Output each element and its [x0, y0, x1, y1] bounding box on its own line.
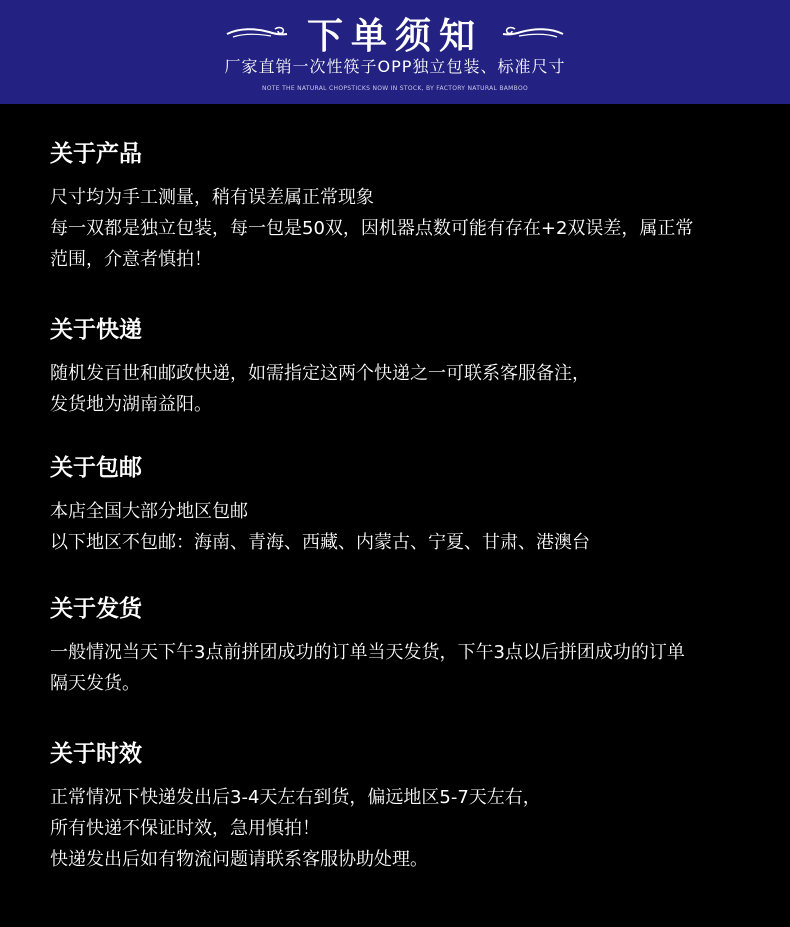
section-line: 一般情况当天下午3点前拼团成功的订单当天发货，下午3点以后拼团成功的订单 [50, 642, 685, 663]
section-line: 尺寸均为手工测量，稍有误差属正常现象 [50, 187, 374, 208]
section-heading: 关于时效 [50, 741, 142, 767]
section-line: 所有快递不保证时效，急用慎拍！ [50, 818, 320, 839]
flourish-right-icon [501, 23, 565, 43]
section-free-shipping [50, 453, 762, 558]
section-line: 本店全国大部分地区包邮 [50, 501, 248, 522]
section-heading: 关于包邮 [50, 455, 142, 481]
section-heading: 关于发货 [50, 596, 142, 622]
section-heading: 关于产品 [50, 141, 142, 167]
section-delivery [50, 594, 762, 699]
section-line: 范围，介意者慎拍！ [50, 249, 212, 270]
header-banner [0, 0, 790, 104]
page-subtitle: 厂家直销一次性筷子OPP独立包装、标准尺寸 [224, 57, 566, 76]
section-body [50, 637, 762, 699]
page-title: 下单须知 [306, 15, 483, 57]
section-express [50, 315, 762, 420]
section-body [50, 358, 762, 420]
section-line: 发货地为湖南益阳。 [50, 394, 212, 415]
section-line: 每一双都是独立包装，每一包是50双，因机器点数可能有存在+2双误差，属正常 [50, 218, 694, 239]
section-body [50, 182, 762, 275]
flourish-left-icon [225, 23, 289, 43]
section-line: 快递发出后如有物流问题请联系客服协助处理。 [50, 849, 428, 870]
tiny-caption: NOTE THE NATURAL CHOPSTICKS NOW IN STOCK, BY FACTORY NATURAL BAMBOO [262, 85, 528, 92]
section-heading: 关于快递 [50, 317, 142, 343]
section-body [50, 496, 762, 558]
title-row [0, 10, 790, 56]
section-body [50, 782, 762, 875]
section-line: 随机发百世和邮政快递，如需指定这两个快递之一可联系客服备注， [50, 363, 590, 384]
section-line: 正常情况下快递发出后3-4天左右到货，偏远地区5-7天左右， [50, 787, 541, 808]
section-line: 以下地区不包邮：海南、青海、西藏、内蒙古、宁夏、甘肃、港澳台 [50, 532, 590, 553]
section-product [50, 139, 762, 275]
section-line: 隔天发货。 [50, 673, 140, 694]
section-timeliness [50, 739, 762, 875]
